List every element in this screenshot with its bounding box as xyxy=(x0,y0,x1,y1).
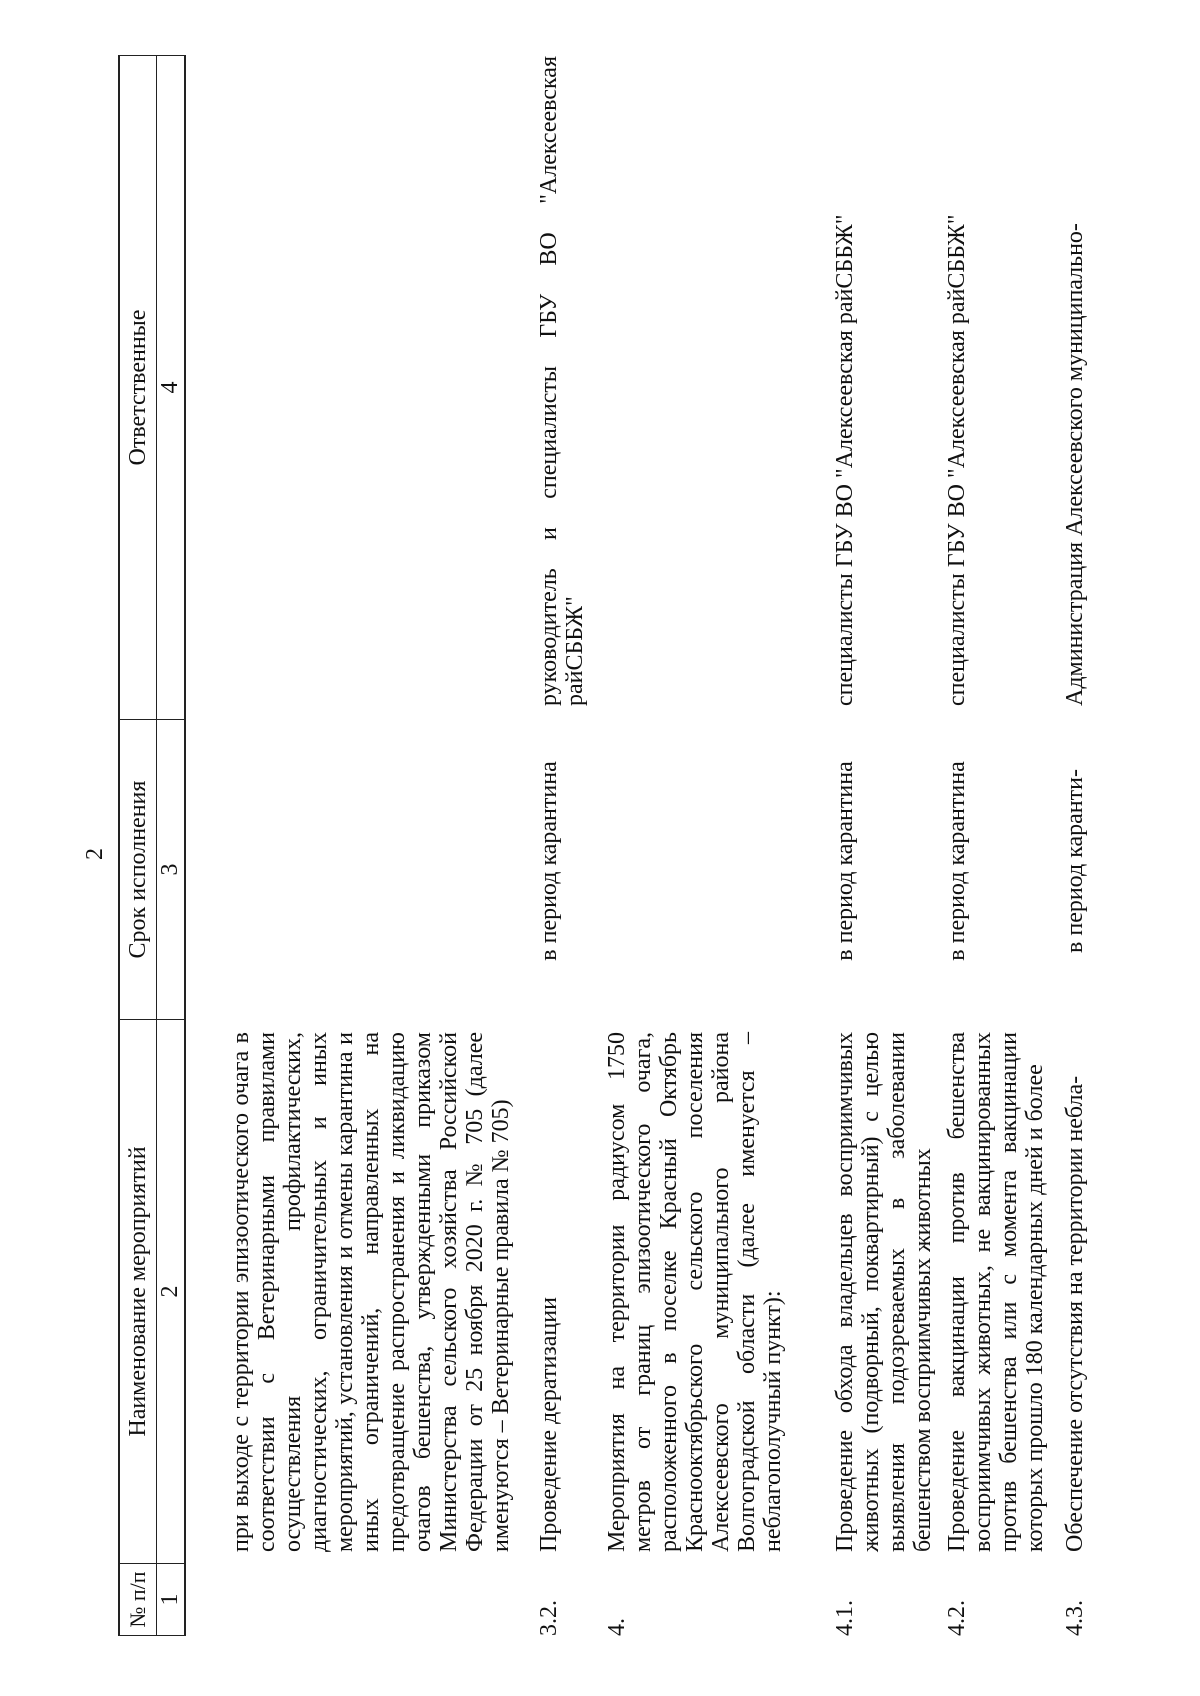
header-responsible: Ответственные xyxy=(119,56,157,720)
deadline: в период карантина xyxy=(944,761,970,961)
column-number-1: 1 xyxy=(157,1564,186,1636)
deadline: в период каранти- xyxy=(1062,769,1088,953)
activity-name: при выходе с территории эпизоотического очага в соответствии с Ветеринарными правилами осуществления профилактических, диагностических, ограничительных и иных мероприятий, установления и отмены карантина и иных ограничений, направленных на предотвращение распространения и ликвидацию очагов бешенства, утвержденными приказом Министерства сельского хозяйства Российской Федерации от 25 ноября 2020 г. № 705 (далее именуются – Ветеринарные правила № 705) xyxy=(228,1032,514,1552)
header-name: Наименование мероприятий xyxy=(119,1020,157,1564)
responsible: Администрация Алексеевского муниципально- xyxy=(1062,223,1088,706)
responsible: руководитель и специалисты ГБУ ВО "Алексеевская райСББЖ" xyxy=(536,56,588,706)
header-term: Срок исполнения xyxy=(119,720,157,1020)
activity-name: Обеспечение отсутствия на территории небла- xyxy=(1062,1075,1088,1552)
header-no: № п/п xyxy=(119,1564,157,1636)
table-header xyxy=(118,55,186,1636)
page-number: 2 xyxy=(82,848,108,860)
column-number-2: 2 xyxy=(157,1020,186,1564)
column-number-4: 4 xyxy=(157,56,186,720)
responsible: специалисты ГБУ ВО "Алексеевская райСББЖ" xyxy=(944,214,970,706)
activity-name: Мероприятия на территории радиусом 1750 метров от границ эпизоотического очага, расположенного в поселке Красный Октябрь Краснооктябрьского сельского поселения Алексеевского муниципального района Волгоградской области (далее именуется – неблагополучный пункт): xyxy=(604,1032,786,1552)
row-number: 4.2. xyxy=(944,1600,970,1636)
activity-name: Проведение дератизации xyxy=(536,1297,562,1552)
column-number-3: 3 xyxy=(157,720,186,1020)
row-number: 4. xyxy=(604,1618,630,1636)
responsible: специалисты ГБУ ВО "Алексеевская райСББЖ" xyxy=(832,214,858,706)
row-number: 3.2. xyxy=(536,1600,562,1636)
deadline: в период карантина xyxy=(832,761,858,961)
activity-name: Проведение обхода владельцев восприимчивых животных (подворный, поквартирный) с целью выявления подозреваемых в заболевании бешенством восприимчивых животных xyxy=(832,1032,936,1552)
row-number: 4.3. xyxy=(1062,1600,1088,1636)
activity-name: Проведение вакцинации против бешенства восприимчивых животных, не вакцинированных против бешенства или с момента вакцинации которых прошло 180 календарных дней и более xyxy=(944,1032,1048,1552)
row-number: 4.1. xyxy=(832,1600,858,1636)
deadline: в период карантина xyxy=(536,761,562,961)
